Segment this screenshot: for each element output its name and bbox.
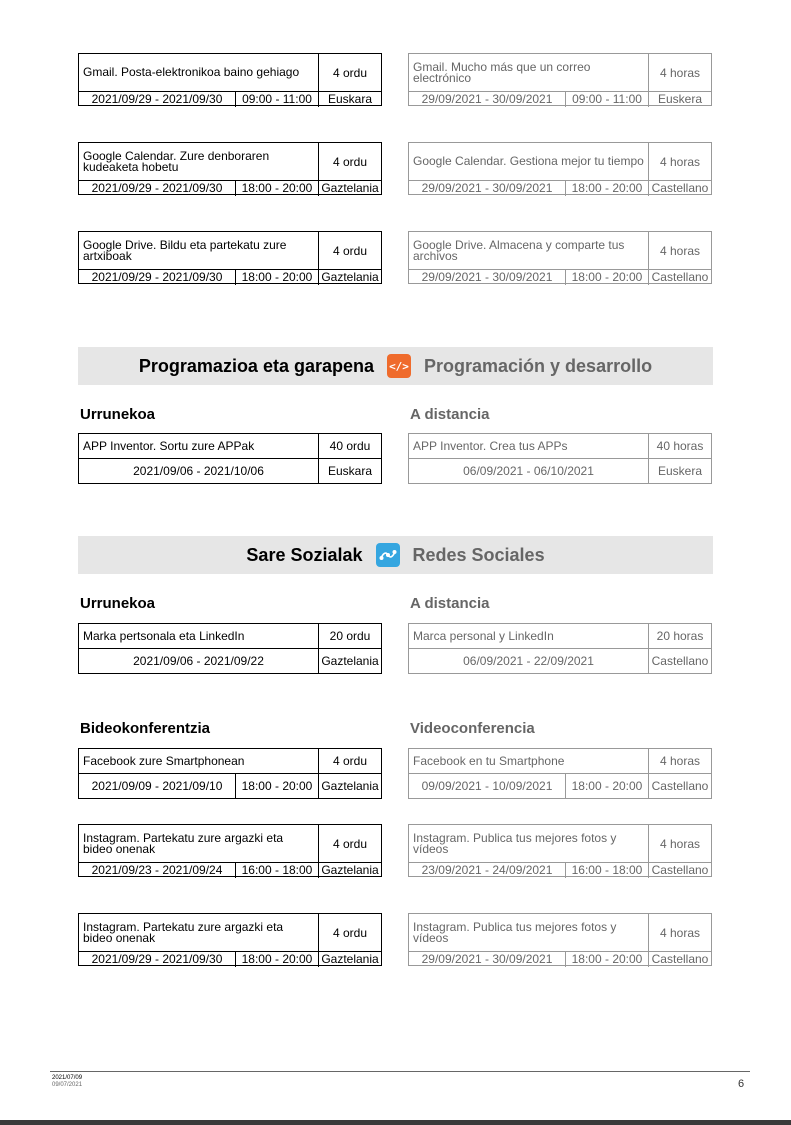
page-number: 6 [738, 1078, 745, 1090]
course-card-eu [78, 231, 382, 284]
course-card-es [408, 623, 712, 674]
course-title: Google Drive. Bildu eta partekatu zure artxiboak [79, 232, 319, 269]
course-card-eu [78, 824, 382, 877]
course-title: Gmail. Posta-elektronikoa baino gehiago [79, 54, 319, 91]
footer-divider [50, 1071, 750, 1072]
course-language: Gaztelania [321, 779, 379, 793]
social-network-icon [376, 543, 400, 567]
course-title: Instagram. Publica tus mejores fotos y vídeos [409, 825, 649, 862]
course-time: 16:00 - 18:00 [566, 863, 649, 878]
course-title: Instagram. Partekatu zure argazki eta bideo onenak [79, 825, 319, 862]
course-hours: 4 horas [659, 925, 701, 940]
course-dates: 2021/09/29 - 2021/09/30 [79, 181, 236, 196]
course-language: Gaztelania [321, 181, 379, 195]
course-title: Instagram. Partekatu zure argazki eta bideo onenak [79, 914, 319, 951]
footer-date-es: 09/07/2021 [52, 1082, 83, 1088]
course-language: Castellano [651, 654, 709, 668]
footer-date [52, 1075, 82, 1089]
course-language: Castellano [651, 779, 709, 793]
course-hours: 40 horas [656, 439, 704, 453]
section-banner-programming [78, 347, 713, 385]
course-title: Instagram. Publica tus mejores fotos y vídeos [409, 914, 649, 951]
course-card-eu [78, 53, 382, 106]
course-language: Euskara [327, 92, 373, 106]
course-dates: 29/09/2021 - 30/09/2021 [409, 270, 566, 285]
course-dates: 2021/09/06 - 2021/09/22 [79, 649, 319, 673]
course-time: 18:00 - 20:00 [566, 774, 649, 798]
subheading-eu: Urrunekoa [80, 406, 156, 423]
course-time: 18:00 - 20:00 [236, 952, 319, 967]
course-hours: 4 horas [659, 154, 701, 169]
course-time: 18:00 - 20:00 [236, 181, 319, 196]
course-time: 18:00 - 20:00 [236, 270, 319, 285]
course-language: Castellano [651, 952, 709, 966]
course-hours: 4 ordu [332, 243, 368, 258]
course-dates: 2021/09/06 - 2021/10/06 [79, 459, 319, 483]
course-time: 18:00 - 20:00 [566, 952, 649, 967]
course-language: Euskera [657, 92, 703, 106]
course-time: 09:00 - 11:00 [236, 92, 319, 107]
course-title: Google Calendar. Zure denboraren kudeaketa hobetu [79, 143, 319, 180]
code-icon: </> [387, 354, 411, 378]
course-language: Gaztelania [321, 863, 379, 877]
course-language: Gaztelania [321, 952, 379, 966]
course-hours: 40 ordu [329, 439, 371, 453]
course-title: Marka pertsonala eta LinkedIn [79, 624, 319, 648]
subheading-video-eu: Bideokonferentzia [80, 720, 211, 737]
course-card-eu [78, 748, 382, 799]
course-time: 18:00 - 20:00 [236, 774, 319, 798]
course-dates: 29/09/2021 - 30/09/2021 [409, 92, 566, 107]
course-hours: 4 ordu [332, 836, 368, 851]
course-hours: 20 horas [656, 629, 704, 643]
course-time: 16:00 - 18:00 [236, 863, 319, 878]
subheading-es: A distancia [410, 406, 490, 423]
course-dates: 2021/09/23 - 2021/09/24 [79, 863, 236, 878]
course-time: 18:00 - 20:00 [566, 270, 649, 285]
course-dates: 23/09/2021 - 24/09/2021 [409, 863, 566, 878]
course-card-es [408, 433, 712, 484]
course-dates: 2021/09/29 - 2021/09/30 [79, 270, 236, 285]
course-title: Facebook zure Smartphonean [79, 749, 319, 773]
banner-title-es: Programación y desarrollo [424, 355, 653, 376]
banner-title-eu: Sare Sozialak [246, 544, 363, 565]
course-title: Gmail. Mucho más que un correo electrónico [409, 54, 649, 91]
footer-date-eu: 2021/07/09 [52, 1075, 83, 1081]
course-time: 09:00 - 11:00 [566, 92, 649, 107]
course-dates: 2021/09/29 - 2021/09/30 [79, 952, 236, 967]
course-language: Castellano [651, 181, 709, 195]
course-dates: 06/09/2021 - 06/10/2021 [409, 459, 649, 483]
subheading-video-es: Videoconferencia [410, 720, 535, 737]
course-title: Google Calendar. Gestiona mejor tu tiempo [409, 143, 649, 180]
course-language: Castellano [651, 863, 709, 877]
course-card-es [408, 142, 712, 195]
course-dates: 29/09/2021 - 30/09/2021 [409, 952, 566, 967]
course-language: Euskera [657, 464, 703, 478]
course-hours: 4 ordu [332, 754, 368, 768]
course-dates: 09/09/2021 - 10/09/2021 [409, 774, 566, 798]
course-card-es [408, 913, 712, 966]
course-card-es [408, 748, 712, 799]
course-language: Castellano [651, 270, 709, 284]
course-language: Gaztelania [321, 270, 379, 284]
course-hours: 4 horas [659, 243, 701, 258]
section-banner-social [78, 536, 713, 574]
course-card-eu [78, 142, 382, 195]
course-title: Facebook en tu Smartphone [409, 749, 649, 773]
course-time: 18:00 - 20:00 [566, 181, 649, 196]
course-title: Google Drive. Almacena y comparte tus archivos [409, 232, 649, 269]
course-dates: 2021/09/29 - 2021/09/30 [79, 92, 236, 107]
course-hours: 4 horas [659, 836, 701, 851]
course-card-eu [78, 623, 382, 674]
course-hours: 4 horas [659, 754, 701, 768]
course-card-es [408, 231, 712, 284]
course-card-eu [78, 913, 382, 966]
course-dates: 06/09/2021 - 22/09/2021 [409, 649, 649, 673]
course-language: Gaztelania [321, 654, 379, 668]
course-hours: 20 ordu [329, 629, 371, 643]
course-title: APP Inventor. Sortu zure APPak [79, 434, 319, 458]
banner-title-es: Redes Sociales [412, 544, 545, 565]
subheading-eu: Urrunekoa [80, 595, 156, 612]
course-card-es [408, 53, 712, 106]
course-language: Euskara [327, 464, 373, 478]
course-dates: 2021/09/09 - 2021/09/10 [79, 774, 236, 798]
course-card-eu [78, 433, 382, 484]
course-hours: 4 ordu [332, 65, 368, 80]
course-hours: 4 ordu [332, 154, 368, 169]
course-title: APP Inventor. Crea tus APPs [409, 434, 649, 458]
course-card-es [408, 824, 712, 877]
subheading-es: A distancia [410, 595, 490, 612]
course-hours: 4 horas [659, 65, 701, 80]
course-title: Marca personal y LinkedIn [409, 624, 649, 648]
bottom-bar [0, 1120, 791, 1125]
course-dates: 29/09/2021 - 30/09/2021 [409, 181, 566, 196]
banner-title-eu: Programazioa eta garapena [138, 355, 374, 376]
course-hours: 4 ordu [332, 925, 368, 940]
